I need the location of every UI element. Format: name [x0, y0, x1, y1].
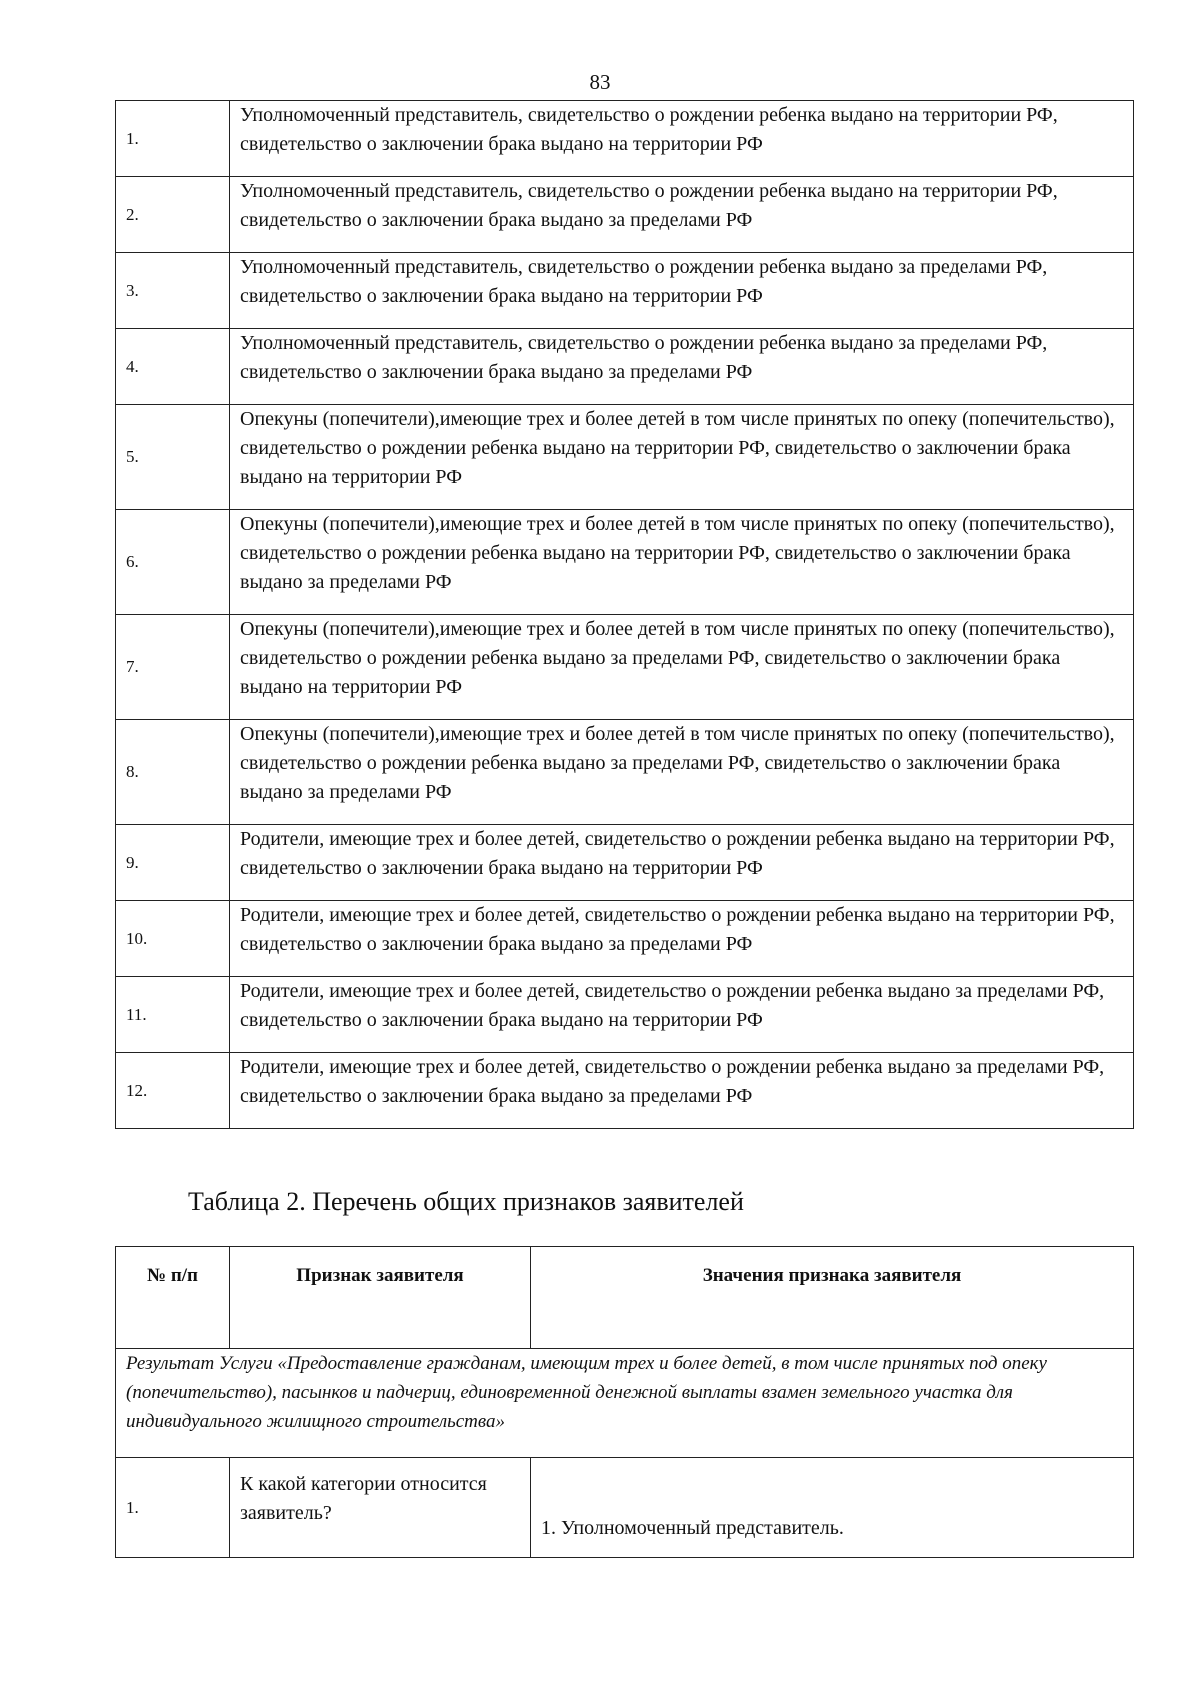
row-description: Опекуны (попечители),имеющие трех и более детей в том числе принятых по опеку (попечительство), свидетельство о рождении ребенка выдано за пределами РФ, свидетельство о заключении брака выдано за пределами РФ: [230, 720, 1134, 825]
table-row: [116, 177, 1134, 253]
row-number: 11.: [116, 977, 230, 1053]
row-description: Уполномоченный представитель, свидетельство о рождении ребенка выдано на территории РФ, свидетельство о заключении брака выдано за пределами РФ: [230, 177, 1134, 253]
row-description: Уполномоченный представитель, свидетельство о рождении ребенка выдано за пределами РФ, свидетельство о заключении брака выдано на территории РФ: [230, 253, 1134, 329]
table-row: [116, 510, 1134, 615]
table-row: [116, 253, 1134, 329]
row-description: Опекуны (попечители),имеющие трех и более детей в том числе принятых по опеку (попечительство), свидетельство о рождении ребенка выдано на территории РФ, свидетельство о заключении брака выдано за пределами РФ: [230, 510, 1134, 615]
table-row: [116, 615, 1134, 720]
table-row: [116, 329, 1134, 405]
result-row: [116, 1349, 1134, 1458]
table-row: [116, 825, 1134, 901]
row-number: 3.: [116, 253, 230, 329]
table-row: [116, 1053, 1134, 1129]
row-description: Опекуны (попечители),имеющие трех и более детей в том числе принятых по опеку (попечительство), свидетельство о рождении ребенка выдано на территории РФ, свидетельство о заключении брака выдано на территории РФ: [230, 405, 1134, 510]
header-number: № п/п: [116, 1247, 230, 1349]
service-result-text: Результат Услуги «Предоставление гражданам, имеющим трех и более детей, в том числе принятых под опеку (попечительство), пасынков и падчериц, единовременной денежной выплаты взамен земельного участка для индивидуального жилищного строительства»: [116, 1349, 1134, 1458]
table-row: [116, 1458, 1134, 1558]
table2-title: Таблица 2. Перечень общих признаков заявителей: [188, 1187, 744, 1216]
row-number: 1.: [116, 101, 230, 177]
row-description: Уполномоченный представитель, свидетельство о рождении ребенка выдано на территории РФ, свидетельство о заключении брака выдано на территории РФ: [230, 101, 1134, 177]
header-feature: Признак заявителя: [230, 1247, 531, 1349]
table-row: [116, 977, 1134, 1053]
row-number: 8.: [116, 720, 230, 825]
row-number: 12.: [116, 1053, 230, 1129]
row-description: Родители, имеющие трех и более детей, свидетельство о рождении ребенка выдано за пределами РФ, свидетельство о заключении брака выдано на территории РФ: [230, 977, 1134, 1053]
row-description: Уполномоченный представитель, свидетельство о рождении ребенка выдано за пределами РФ, свидетельство о заключении брака выдано за пределами РФ: [230, 329, 1134, 405]
page-number: 83: [589, 70, 611, 94]
row-number: 2.: [116, 177, 230, 253]
row-number: 5.: [116, 405, 230, 510]
applicant-variants-table: [115, 100, 1134, 1129]
row-number: 6.: [116, 510, 230, 615]
row-number: 1.: [116, 1458, 230, 1558]
row-number: 7.: [116, 615, 230, 720]
row-description: Родители, имеющие трех и более детей, свидетельство о рождении ребенка выдано за пределами РФ, свидетельство о заключении брака выдано за пределами РФ: [230, 1053, 1134, 1129]
header-values: Значения признака заявителя: [531, 1247, 1134, 1349]
table-row: [116, 720, 1134, 825]
row-description: Родители, имеющие трех и более детей, свидетельство о рождении ребенка выдано на территории РФ, свидетельство о заключении брака выдано на территории РФ: [230, 825, 1134, 901]
row-number: 4.: [116, 329, 230, 405]
row-value: 1. Уполномоченный представитель.: [531, 1458, 1134, 1558]
table-row: [116, 405, 1134, 510]
table-row: [116, 901, 1134, 977]
row-number: 9.: [116, 825, 230, 901]
row-number: 10.: [116, 901, 230, 977]
table-header-row: [116, 1247, 1134, 1349]
applicant-features-table: [115, 1246, 1134, 1558]
row-description: Родители, имеющие трех и более детей, свидетельство о рождении ребенка выдано на территории РФ, свидетельство о заключении брака выдано за пределами РФ: [230, 901, 1134, 977]
table-row: [116, 101, 1134, 177]
row-feature: К какой категории относится заявитель?: [230, 1458, 531, 1558]
row-description: Опекуны (попечители),имеющие трех и более детей в том числе принятых по опеку (попечительство), свидетельство о рождении ребенка выдано за пределами РФ, свидетельство о заключении брака выдано на территории РФ: [230, 615, 1134, 720]
